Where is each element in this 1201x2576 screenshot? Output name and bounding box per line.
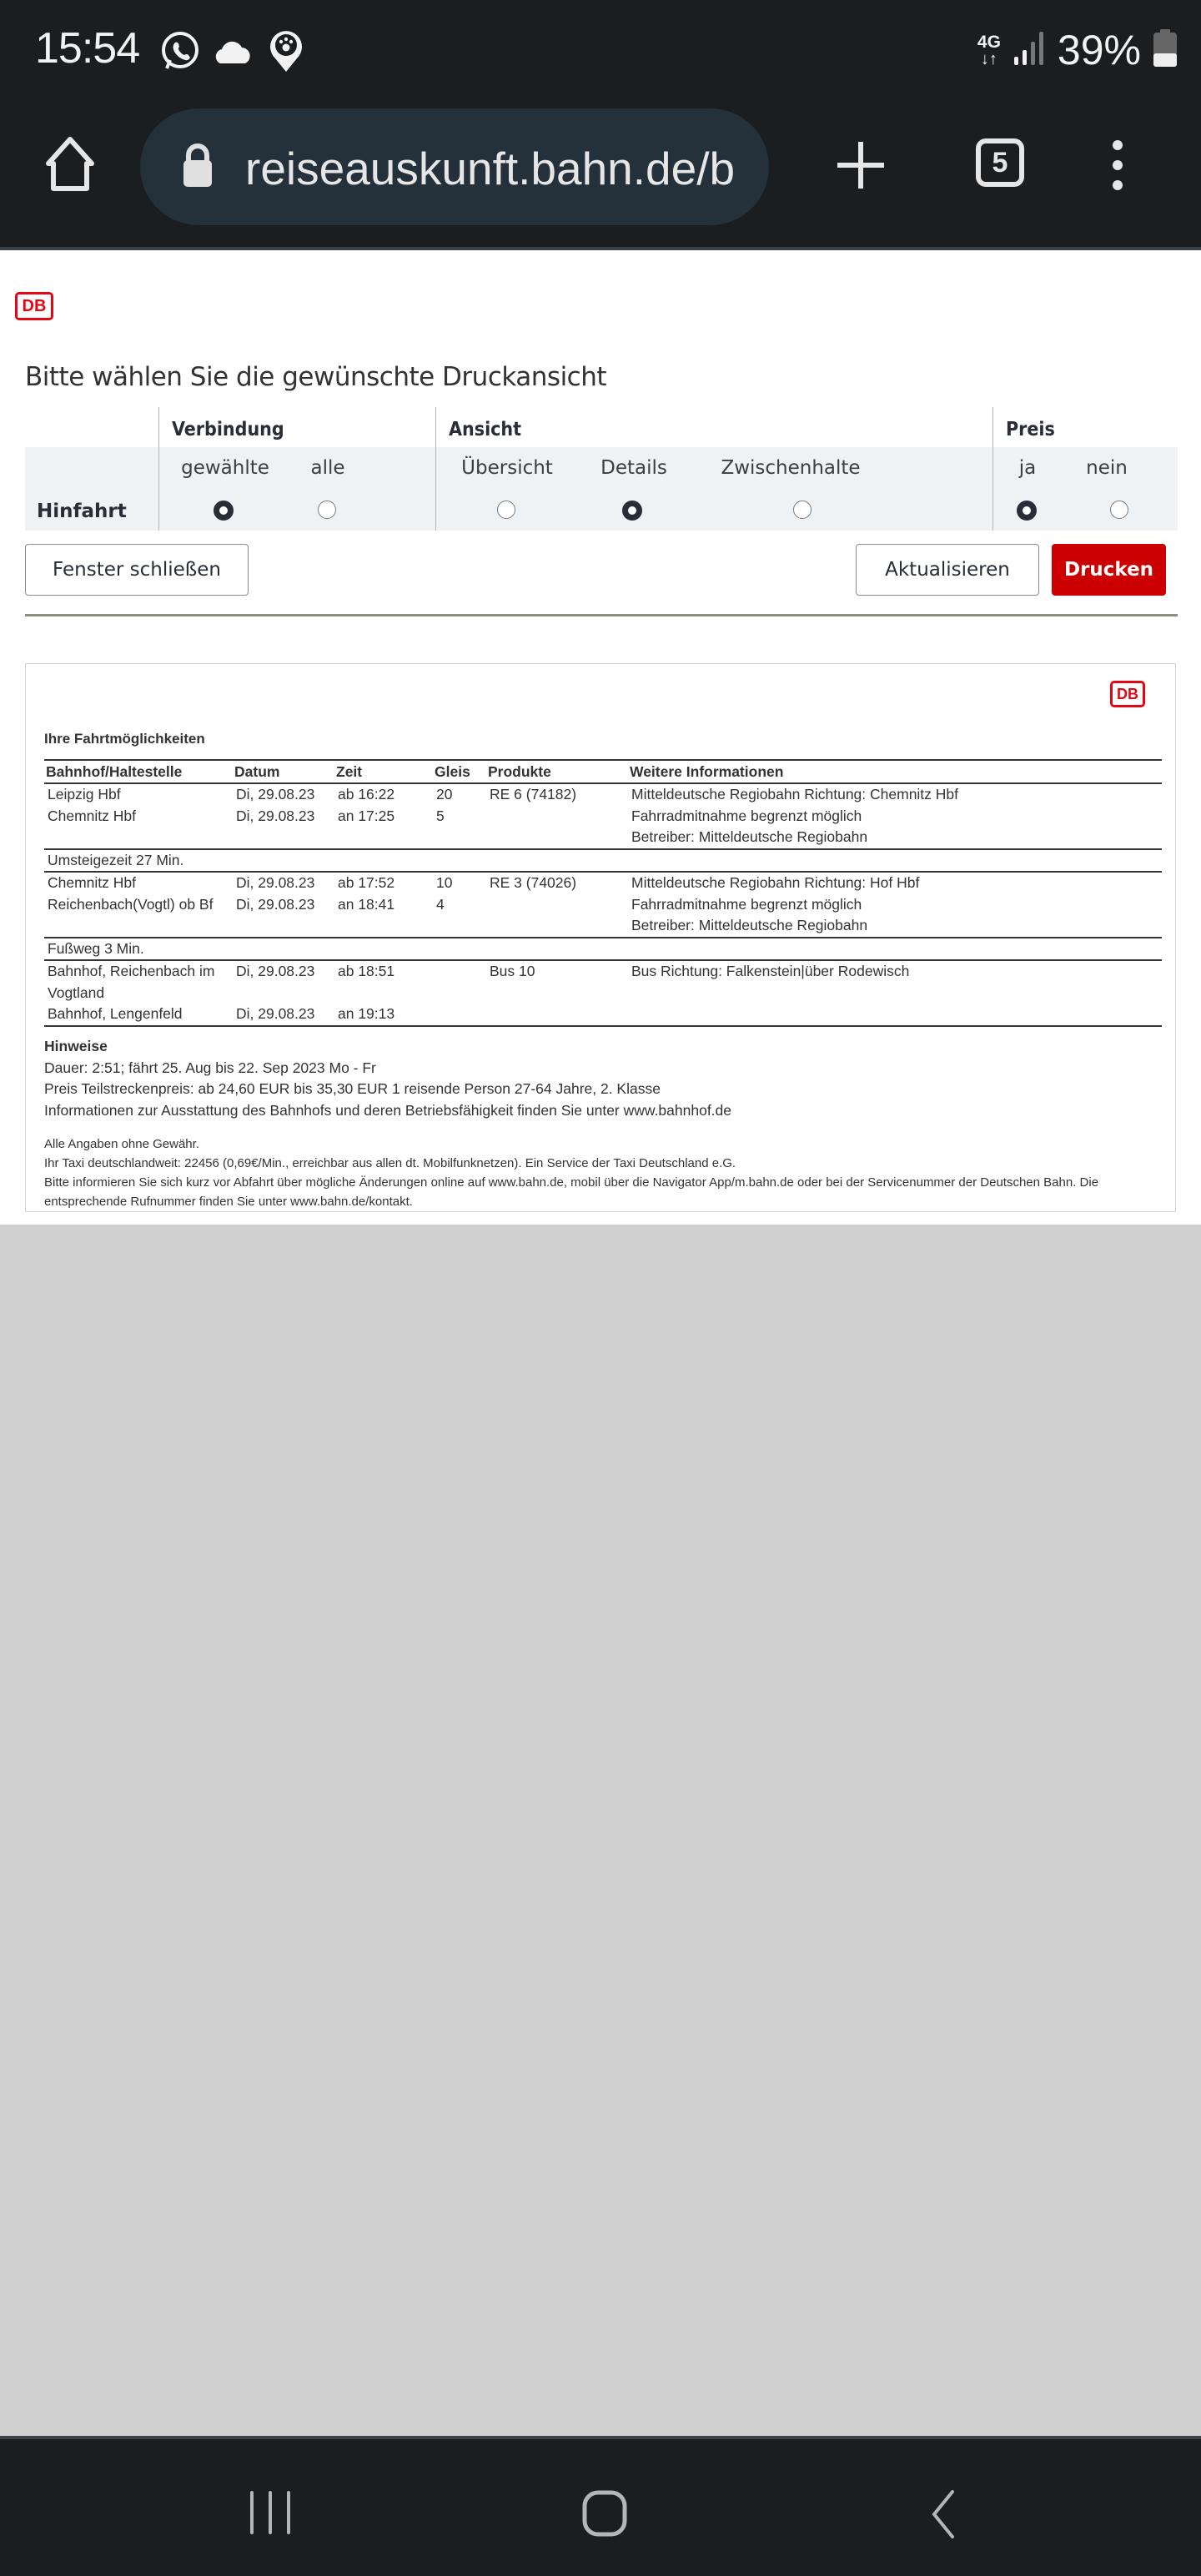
browser-toolbar xyxy=(0,100,1201,247)
lock-icon xyxy=(180,142,215,193)
status-bar xyxy=(0,0,1201,100)
transfer-row xyxy=(44,849,1162,873)
transfer-info: Fußweg 3 Min. xyxy=(48,939,144,957)
cell-date: Di, 29.08.23 xyxy=(236,895,315,913)
cell-time: ab 18:51 xyxy=(334,960,433,983)
radio-nein[interactable] xyxy=(1110,501,1128,519)
cell-info: Fahrradmitnahme begrenzt möglich xyxy=(631,807,862,824)
cell-track: 5 xyxy=(436,807,445,824)
radio-ja[interactable] xyxy=(1017,501,1037,521)
cell-date: Di, 29.08.23 xyxy=(236,786,315,802)
table-row xyxy=(44,915,1162,938)
cell-info xyxy=(628,1004,1162,1026)
cell-station: Bahnhof, Reichenbach im xyxy=(44,960,233,983)
whatsapp-icon xyxy=(158,30,202,78)
table-row xyxy=(44,827,1162,849)
cell-date: Di, 29.08.23 xyxy=(233,872,334,894)
address-bar[interactable] xyxy=(140,108,769,225)
cell-track xyxy=(433,983,486,1004)
disclaimer-section xyxy=(44,1135,1162,1211)
row-label-hinfahrt: Hinfahrt xyxy=(37,501,127,522)
cell-info: Mitteldeutsche Regiobahn Richtung: Chemnitz Hbf xyxy=(631,786,959,802)
recent-apps-icon[interactable] xyxy=(247,2489,294,2540)
col-header: Weitere Informationen xyxy=(628,760,1162,783)
radio-alle[interactable] xyxy=(318,501,336,519)
site-header xyxy=(0,250,1201,339)
column-divider xyxy=(992,407,993,531)
option-details-label: Details xyxy=(600,457,667,479)
radio-gewaehlte[interactable] xyxy=(214,501,234,521)
notes-heading: Hinweise xyxy=(44,1038,108,1054)
disclaimer-line: Alle Angaben ohne Gewähr. xyxy=(44,1137,199,1151)
cell-station xyxy=(44,915,233,938)
cell-track xyxy=(433,915,486,938)
cell-date xyxy=(233,827,334,849)
cell-track: 10 xyxy=(433,872,486,894)
cell-date: Di, 29.08.23 xyxy=(233,1004,334,1026)
system-nav-bar xyxy=(0,2436,1201,2576)
col-header: Produkte xyxy=(486,760,628,783)
tab-switcher-button[interactable] xyxy=(976,138,1024,187)
cell-info xyxy=(628,983,1162,1004)
option-alle-label: alle xyxy=(310,457,345,479)
print-button[interactable]: Drucken xyxy=(1052,544,1166,596)
disclaimer-line: Ihr Taxi deutschlandweit: 22456 (0,69€/Min., erreichbar aus allen dt. Mobilfunknetzen). Ein Service der Taxi Deutschland e.G. xyxy=(44,1156,736,1170)
battery-icon xyxy=(1153,29,1178,72)
cell-date: Di, 29.08.23 xyxy=(236,807,315,824)
printout-heading: Ihre Fahrtmöglichkeiten xyxy=(44,731,205,747)
note-line: Informationen zur Ausstattung des Bahnhofs und deren Betriebsfähigkeit finden Sie unter www.bahnhof.de xyxy=(44,1101,732,1119)
cell-track: 20 xyxy=(436,786,453,802)
battery-percent: 39% xyxy=(1057,27,1141,73)
status-right xyxy=(977,23,1178,77)
group-ansicht-label: Ansicht xyxy=(449,419,522,440)
column-divider xyxy=(158,407,159,531)
cell-station: Bahnhof, Lengenfeld xyxy=(44,1004,233,1026)
cell-product xyxy=(486,915,628,938)
cell-station: Leipzig Hbf xyxy=(48,786,121,802)
cell-track xyxy=(433,1004,486,1026)
db-logo[interactable]: DB xyxy=(15,292,53,320)
print-view-page xyxy=(0,339,1201,1225)
radio-details[interactable] xyxy=(622,501,642,521)
tab-count: 5 xyxy=(992,146,1008,179)
cell-date: Di, 29.08.23 xyxy=(233,960,334,983)
option-nein-label: nein xyxy=(1086,457,1128,479)
table-row xyxy=(44,783,1162,806)
cloud-icon xyxy=(212,38,254,69)
col-header: Datum xyxy=(233,760,334,783)
option-ja-label: ja xyxy=(1018,457,1037,479)
status-time: 15:54 xyxy=(35,24,140,73)
cell-time: an 18:41 xyxy=(338,895,395,913)
cell-time xyxy=(334,827,433,849)
cell-time xyxy=(334,983,433,1004)
cell-station: Vogtland xyxy=(48,984,105,1001)
cell-info: Fahrradmitnahme begrenzt möglich xyxy=(631,895,862,913)
network-4g-icon: 4G ↓↑ xyxy=(977,32,1001,68)
table-row xyxy=(44,983,1162,1004)
cell-station: Chemnitz Hbf xyxy=(48,807,137,824)
cell-product xyxy=(486,894,628,916)
cell-product xyxy=(486,806,628,828)
close-window-button[interactable]: Fenster schließen xyxy=(25,544,249,596)
column-divider xyxy=(435,407,436,531)
note-line: Preis Teilstreckenpreis: ab 24,60 EUR bis 35,30 EUR 1 reisende Person 27-64 Jahre, 2. Klasse xyxy=(44,1080,661,1097)
col-header: Bahnhof/Haltestelle xyxy=(44,760,233,783)
radio-zwischenhalte[interactable] xyxy=(793,501,812,519)
cell-time: ab 16:22 xyxy=(338,786,395,802)
db-logo: DB xyxy=(1110,681,1145,707)
cell-product xyxy=(486,983,628,1004)
cell-track: 4 xyxy=(436,895,445,913)
table-row xyxy=(44,872,1162,894)
cell-station: Chemnitz Hbf xyxy=(44,872,233,894)
col-header: Zeit xyxy=(334,760,433,783)
cell-time: an 17:25 xyxy=(338,807,395,824)
table-row xyxy=(44,960,1162,983)
cell-product: RE 6 (74182) xyxy=(490,786,577,802)
pet-location-icon xyxy=(267,27,305,78)
cell-info: Betreiber: Mitteldeutsche Regiobahn xyxy=(628,827,1162,849)
back-icon[interactable] xyxy=(926,2489,959,2543)
cell-product xyxy=(486,1004,628,1026)
refresh-button[interactable]: Aktualisieren xyxy=(856,544,1039,596)
table-row xyxy=(44,806,1162,828)
cell-station xyxy=(44,827,233,849)
url-text[interactable]: reiseauskunft.bahn.de/b xyxy=(245,143,736,194)
page-title: Bitte wählen Sie die gewünschte Druckansicht xyxy=(25,362,607,392)
table-row xyxy=(44,894,1162,916)
signal-icon xyxy=(1013,30,1046,71)
note-line: Dauer: 2:51; fährt 25. Aug bis 22. Sep 2023 Mo - Fr xyxy=(44,1059,376,1076)
cell-info: Mitteldeutsche Regiobahn Richtung: Hof Hbf xyxy=(628,872,1162,894)
table-row xyxy=(44,1004,1162,1026)
cell-time: ab 17:52 xyxy=(334,872,433,894)
col-header: Gleis xyxy=(433,760,486,783)
home-nav-icon[interactable] xyxy=(580,2489,631,2543)
cell-product xyxy=(486,827,628,849)
option-zwischenhalte-label: Zwischenhalte xyxy=(721,457,861,479)
cell-info: Bus Richtung: Falkenstein|über Rodewisch xyxy=(628,960,1162,983)
transfer-info: Umsteigezeit 27 Min. xyxy=(48,851,184,868)
disclaimer-line: Bitte informieren Sie sich kurz vor Abfahrt über mögliche Änderungen online auf www.bahn.de, mobil über die Navigator App/m.bahn.de oder bei der Servicenummer der Deutschen Bahn. Die entsprechende Rufnummer finden Sie unter www.bahn.de/kontakt. xyxy=(44,1175,1099,1209)
cell-track xyxy=(433,827,486,849)
option-uebersicht-label: Übersicht xyxy=(461,457,553,479)
cell-date xyxy=(233,983,334,1004)
notes-section xyxy=(44,1036,731,1121)
cell-product: RE 3 (74026) xyxy=(486,872,628,894)
table-header-row xyxy=(44,760,1162,783)
cell-station: Reichenbach(Vogtl) ob Bf xyxy=(48,895,214,913)
more-menu-icon[interactable] xyxy=(1109,138,1126,196)
cell-time xyxy=(334,915,433,938)
cell-track xyxy=(433,960,486,983)
transfer-row xyxy=(44,938,1162,961)
cell-date xyxy=(233,915,334,938)
group-preis-label: Preis xyxy=(1006,419,1055,440)
home-icon[interactable] xyxy=(43,135,97,198)
print-options-table xyxy=(25,407,1178,531)
radio-uebersicht[interactable] xyxy=(497,501,515,519)
new-tab-icon[interactable] xyxy=(834,138,887,196)
connection-table xyxy=(44,759,1162,1027)
section-divider xyxy=(25,614,1178,616)
print-preview xyxy=(25,663,1176,1212)
cell-product: Bus 10 xyxy=(486,960,628,983)
option-gewaehlte-label: gewählte xyxy=(181,457,269,479)
cell-time: an 19:13 xyxy=(334,1004,433,1026)
group-verbindung-label: Verbindung xyxy=(172,419,284,440)
cell-info: Betreiber: Mitteldeutsche Regiobahn xyxy=(628,915,1162,938)
